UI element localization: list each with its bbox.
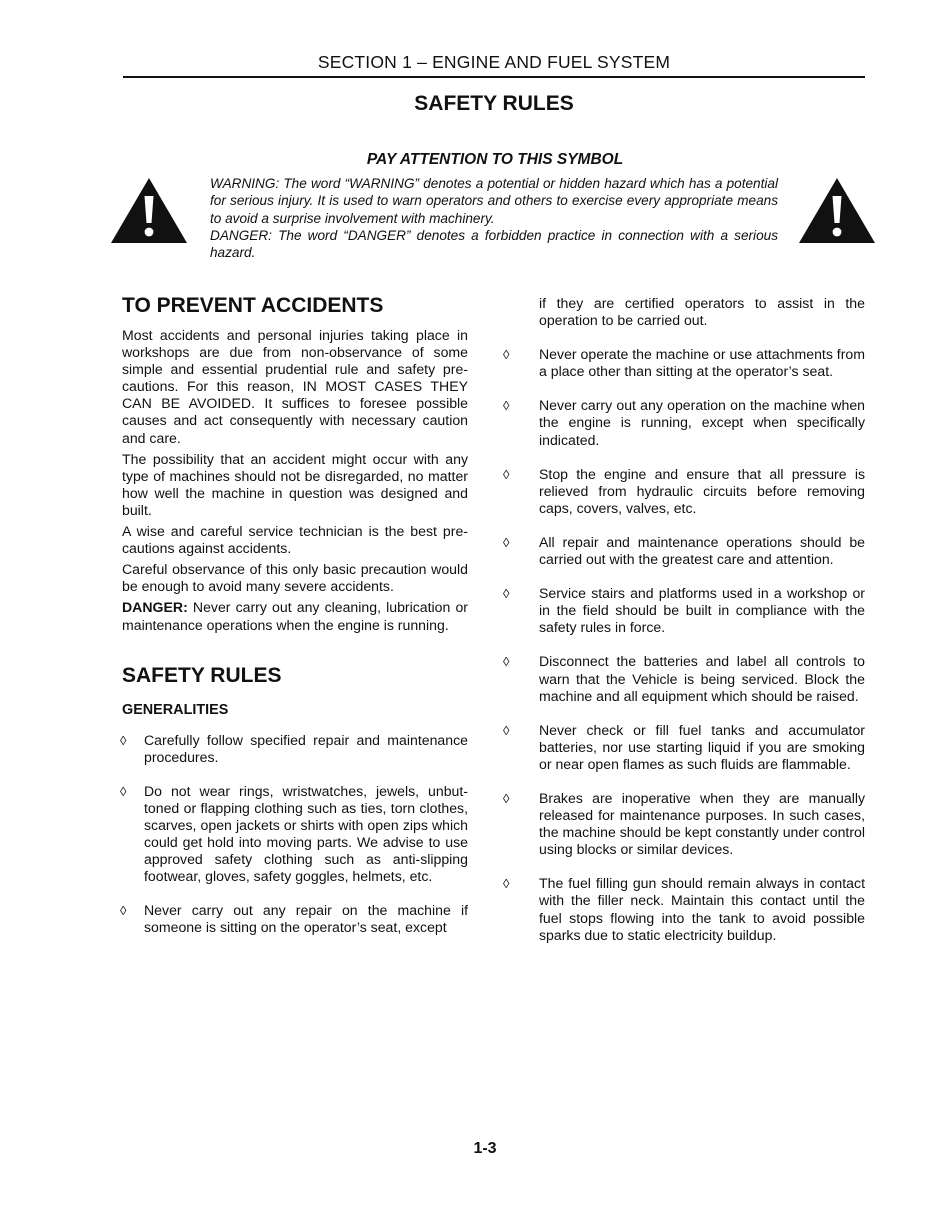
prevent-paragraph-1: Most accidents and personal injuries taking place in workshops are due from non-observance of some simple and essential prudential rule and safety precautions. For this reason, IN MOST CASES THEY CAN BE AVOIDED. It suffices to foresee possible causes and act consequently with necessary caution and care. — [122, 327, 469, 446]
warning-definition: WARNING: The word “WARNING” denotes a potential or hidden hazard which has a potential for serious injury. It is used to warn operators and others to exercise every appropriate means to avoid a surprise involvement with machinery. — [210, 176, 778, 226]
symbol-notice-text — [210, 175, 778, 261]
diamond-bullet-icon: ◊ — [503, 398, 510, 414]
list-item: ◊ Never check or fill fuel tanks and accumulator batteries, nor use starting liquid if you are smoking or near open flames as such fluids are flammable. — [503, 721, 865, 772]
list-item: ◊ The fuel filling gun should remain always in contact with the filler neck. Maintain this contact until the fuel stops flowing into the tank to avoid possible sparks due to static electricity buildup. — [503, 875, 865, 943]
list-item: ◊ Never operate the machine or use attachments from a place other than sitting at the operator’s seat. — [503, 346, 865, 380]
diamond-bullet-icon: ◊ — [503, 876, 510, 892]
diamond-bullet-icon: ◊ — [503, 586, 510, 602]
list-item: ◊ All repair and maintenance operations should be carried out with the greatest care and attention. — [503, 533, 865, 568]
symbol-notice-title: PAY ATTENTION TO THIS SYMBOL — [366, 151, 624, 168]
diamond-bullet-icon: ◊ — [503, 347, 510, 363]
list-item: ◊ Do not wear rings, wristwatches, jewels, unbuttoned or flapping clothing such as ties, torn clothes, scarves, open jackets or shirts with open zips which could get hold into moving parts. We advise to use approved safety clothing such as anti-slipping footwear, gloves, safety goggles, helmets, etc. — [120, 782, 468, 885]
right-column — [505, 295, 865, 944]
diamond-bullet-icon: ◊ — [120, 783, 127, 799]
header-divider — [123, 76, 865, 78]
danger-label: DANGER: — [122, 599, 188, 616]
diamond-bullet-icon: ◊ — [503, 466, 510, 482]
prevent-accidents-heading: TO PREVENT ACCIDENTS — [122, 294, 384, 317]
warning-triangle-icon — [798, 176, 876, 244]
page-number: 1-3 — [473, 1140, 497, 1157]
section-header: SECTION 1 – ENGINE AND FUEL SYSTEM — [317, 52, 671, 72]
list-item: ◊ Never carry out any repair on the machine if someone is sitting on the operator’s seat, except — [120, 902, 468, 936]
diamond-bullet-icon: ◊ — [503, 534, 510, 550]
danger-definition: DANGER: The word “DANGER” denotes a forbidden practice in connection with a serious hazard. — [210, 227, 778, 261]
list-item: ◊ Stop the engine and ensure that all pressure is relieved from hydraulic circuits before removing caps, covers, valves, etc. — [503, 465, 865, 516]
list-item: ◊ Carefully follow specified repair and maintenance procedures. — [120, 731, 468, 765]
diamond-bullet-icon: ◊ — [120, 732, 127, 748]
emphasis-caps: IN MOST CASES THEY CAN BE AVOIDED — [122, 378, 468, 412]
danger-paragraph: DANGER: Never carry out any cleaning, lubrication or maintenance operations when the engine is running. — [122, 599, 468, 633]
list-item: ◊ Brakes are inoperative when they are manually released for maintenance purposes. In such cases, the machine should be kept constantly under control using blocks or similar devices. — [503, 789, 865, 858]
left-column — [122, 293, 468, 937]
diamond-bullet-icon: ◊ — [503, 722, 510, 738]
generalities-subheading: GENERALITIES — [122, 701, 229, 718]
warning-triangle-icon — [110, 176, 188, 244]
list-item: ◊ Never carry out any operation on the machine when the engine is running, except when specifically indicated. — [503, 397, 865, 448]
list-item: ◊ Service stairs and platforms used in a workshop or in the field should be built in compliance with the safety rules in force. — [503, 585, 865, 636]
page-title: SAFETY RULES — [414, 92, 574, 115]
diamond-bullet-icon: ◊ — [503, 790, 510, 806]
prevent-paragraph-2: The possibility that an accident might occur with any type of machines should not be disregarded, no matter how well the machine in question was designed and built. — [122, 450, 468, 518]
prevent-paragraph-3: A wise and careful service technician is the best precautions against accidents. — [122, 523, 468, 557]
safety-rules-heading: SAFETY RULES — [122, 663, 282, 687]
diamond-bullet-icon: ◊ — [503, 654, 510, 670]
list-item: ◊ Disconnect the batteries and label all controls to warn that the Vehicle is being serviced. Block the machine and all equipment which should be raised. — [503, 653, 865, 704]
list-item-continuation: if they are certified operators to assist in the operation to be carried out. — [539, 295, 865, 329]
diamond-bullet-icon: ◊ — [120, 903, 127, 919]
prevent-paragraph-4: Careful observance of this only basic precaution would be enough to avoid many severe accidents. — [122, 561, 468, 595]
